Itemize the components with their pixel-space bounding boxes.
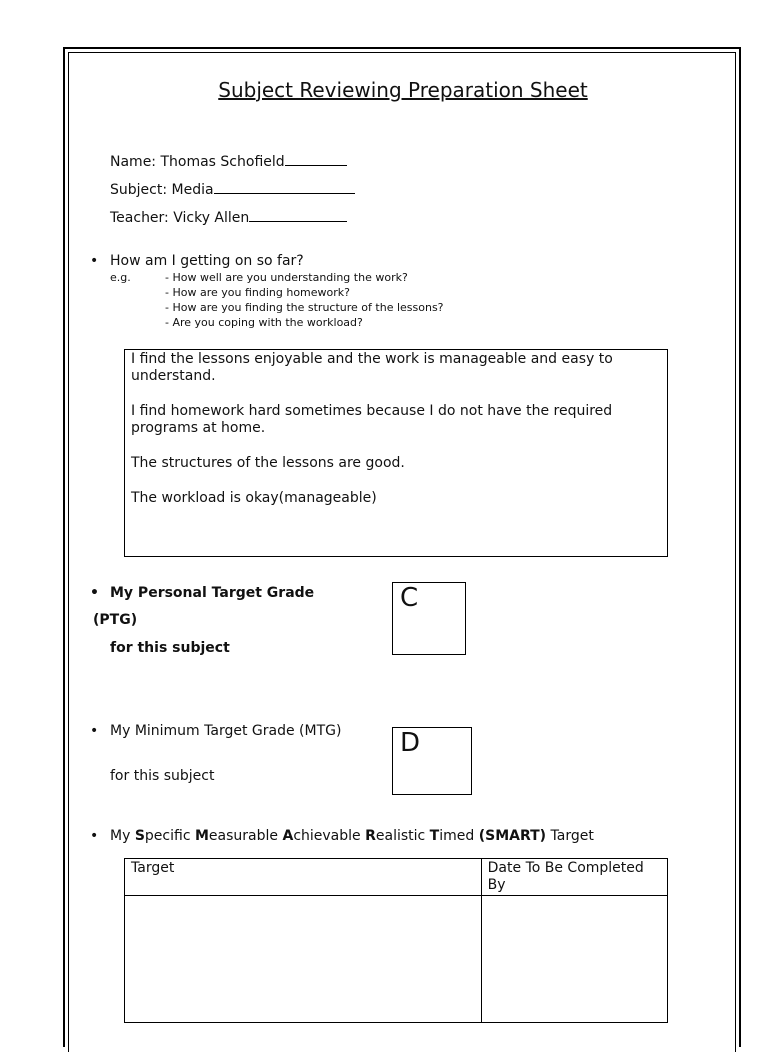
prompt-item: - How are you finding the structure of the lessons? bbox=[165, 301, 444, 314]
smart-word: pecific bbox=[144, 828, 195, 844]
page-title: Subject Reviewing Preparation Sheet bbox=[218, 78, 588, 102]
progress-question bbox=[90, 253, 304, 269]
date-cell[interactable] bbox=[481, 896, 667, 1023]
subject-label: Subject: Media bbox=[110, 182, 214, 198]
ptg-grade: C bbox=[400, 583, 419, 613]
smart-heading bbox=[90, 828, 594, 844]
ptg-label-line3: for this subject bbox=[110, 640, 230, 656]
mtg-grade-box bbox=[392, 727, 472, 795]
smart-initial: T bbox=[429, 828, 440, 844]
ptg-grade-box bbox=[392, 582, 466, 655]
teacher-label: Teacher: Vicky Allen bbox=[110, 210, 250, 226]
smart-word: imed bbox=[439, 828, 479, 844]
smart-acronym: (SMART) bbox=[478, 828, 547, 844]
prompt-item: - Are you coping with the workload? bbox=[165, 316, 363, 329]
answer-paragraph: I find homework hard sometimes because I do not have the required programs at home. bbox=[131, 403, 613, 436]
subject-field bbox=[110, 179, 355, 198]
answer-paragraph: The structures of the lessons are good. bbox=[131, 455, 405, 471]
teacher-field bbox=[110, 207, 347, 226]
name-underline bbox=[285, 151, 347, 166]
prompt-item: - How are you finding homework? bbox=[165, 286, 350, 299]
prompt-item: - How well are you understanding the work? bbox=[165, 271, 408, 284]
progress-question-text: How am I getting on so far? bbox=[110, 253, 304, 269]
smart-word: chievable bbox=[293, 828, 366, 844]
smart-word: easurable bbox=[208, 828, 283, 844]
answer-paragraph: I find the lessons enjoyable and the work is manageable and easy to understand. bbox=[131, 351, 613, 384]
smart-initial: S bbox=[134, 828, 145, 844]
name-label: Name: Thomas Schofield bbox=[110, 154, 285, 170]
eg-label: e.g. bbox=[110, 271, 131, 284]
mtg-grade: D bbox=[400, 728, 421, 758]
ptg-label-text: My Personal Target Grade bbox=[110, 585, 315, 601]
target-cell[interactable] bbox=[125, 896, 482, 1023]
table-row bbox=[125, 896, 668, 1023]
smart-suffix: Target bbox=[546, 828, 594, 844]
bullet-icon: • bbox=[90, 585, 99, 601]
table-header-date: Date To Be Completed By bbox=[481, 859, 667, 896]
subject-underline bbox=[214, 179, 355, 194]
bullet-icon: • bbox=[90, 723, 99, 739]
bullet-icon: • bbox=[90, 253, 99, 269]
teacher-underline bbox=[249, 207, 347, 222]
bullet-icon: • bbox=[90, 828, 99, 844]
table-header-row bbox=[125, 859, 668, 896]
ptg-label-line2: (PTG) bbox=[93, 612, 138, 628]
table-header-target: Target bbox=[125, 859, 482, 896]
smart-initial: R bbox=[365, 828, 376, 844]
smart-initial: M bbox=[194, 828, 209, 844]
mtg-label-line1 bbox=[90, 723, 341, 739]
mtg-label-text: My Minimum Target Grade (MTG) bbox=[110, 723, 342, 739]
answer-paragraph: The workload is okay(manageable) bbox=[131, 490, 377, 506]
mtg-label-line2: for this subject bbox=[110, 768, 215, 784]
smart-target-table bbox=[124, 858, 668, 1023]
smart-initial: A bbox=[282, 828, 294, 844]
smart-word: ealistic bbox=[375, 828, 430, 844]
smart-prefix: My bbox=[110, 828, 135, 844]
progress-answer-box bbox=[124, 349, 668, 557]
ptg-label-line1 bbox=[90, 585, 314, 601]
name-field bbox=[110, 151, 347, 170]
